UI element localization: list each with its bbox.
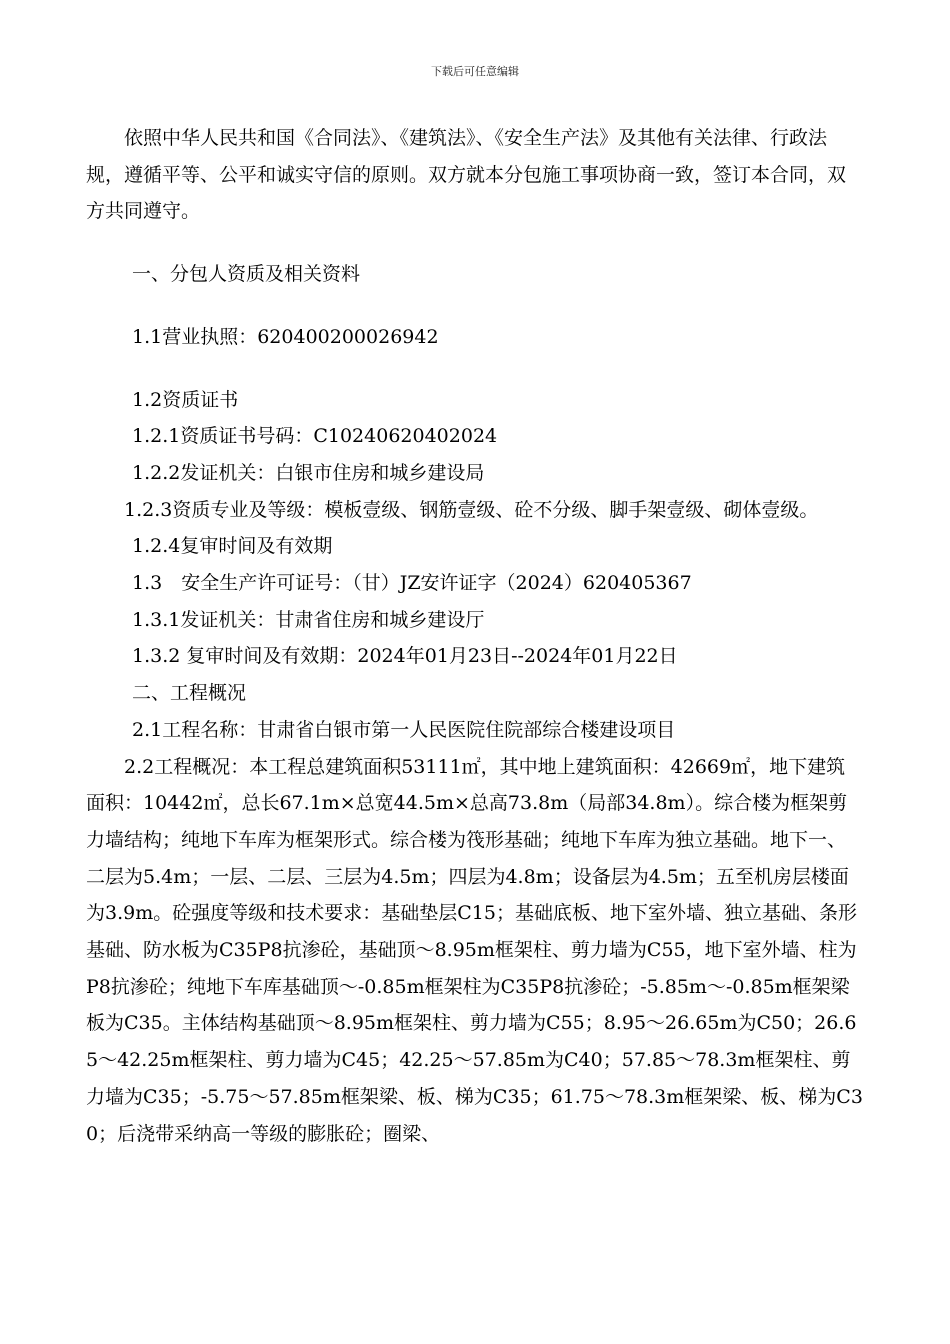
project-overview-paragraph: 2.2工程概况：本工程总建筑面积53111㎡，其中地上建筑面积：42669㎡，地下建筑面积：10442㎡，总长67.1m×总宽44.5m×总高73.8m（局部34.8m）。综合楼为框架剪力墙结构；纯地下车库为框架形式。综合楼为筏形基础；纯地下车库为独立基础。地下一、二层为5.4m；一层、二层、三层为4.5m；四层为4.8m；设备层为4.5m；五至机房层楼面为3.9m。砼强度等级和技术要求：基础垫层C15；基础底板、地下室外墙、独立基础、条形基础、防水板为C35P8抗渗砼，基础顶～8.95m框架柱、剪力墙为C55，地下室外墙、柱为P8抗渗砼；纯地下车库基础顶～-0.85m框架柱为C35P8抗渗砼；-5.85m～-0.85m框架梁板为C35。主体结构基础顶～8.95m框架柱、剪力墙为C55；8.95～26.65m为C50；26.65～42.25m框架柱、剪力墙为C45；42.25～57.85m为C40；57.85～78.3m框架柱、剪力墙为C35；-5.75～57.85m框架梁、板、梯为C35；61.75～78.3m框架梁、板、梯为C30；后浇带采纳高一等级的膨胀砼；圈梁、 [86, 755, 863, 1145]
page-header: 下载后可任意编辑 [431, 65, 519, 78]
business-license-item: 1.1营业执照：620400200026942 [132, 325, 439, 348]
contract-body [86, 120, 864, 1152]
section-heading-qualifications: 一、分包人资质及相关资料 [132, 263, 361, 286]
project-name-item: 2.1工程名称：甘肃省白银市第一人民医院住院部综合楼建设项目 [132, 718, 676, 741]
qualification-level-item: 1.2.3资质专业及等级：模板壹级、钢筋壹级、砼不分级、脚手架壹级、砌体壹级。 [124, 498, 819, 521]
permit-validity-item: 1.3.2 复审时间及有效期：2024年01月23日--2024年01月22日 [132, 645, 678, 668]
review-validity-item: 1.2.4复审时间及有效期 [132, 535, 333, 558]
permit-issuer-item: 1.3.1发证机关：甘肃省住房和城乡建设厅 [132, 608, 485, 631]
certificate-number-item: 1.2.1资质证书号码：C10240620402024 [132, 425, 498, 448]
section-heading-project-overview: 二、工程概况 [132, 682, 247, 705]
qualification-certificate-item: 1.2资质证书 [132, 388, 239, 411]
intro-paragraph: 依照中华人民共和国《合同法》、《建筑法》、《安全生产法》及其他有关法律、行政法规，遵循平等、公平和诚实守信的原则。双方就本分包施工事项协商一致，签订本合同，双方共同遵守。 [86, 127, 847, 223]
certificate-issuer-item: 1.2.2发证机关：白银市住房和城乡建设局 [132, 461, 485, 484]
safety-permit-item: 1.3 安全生产许可证号：（甘）JZ安许证字（2024）620405367 [132, 572, 692, 595]
